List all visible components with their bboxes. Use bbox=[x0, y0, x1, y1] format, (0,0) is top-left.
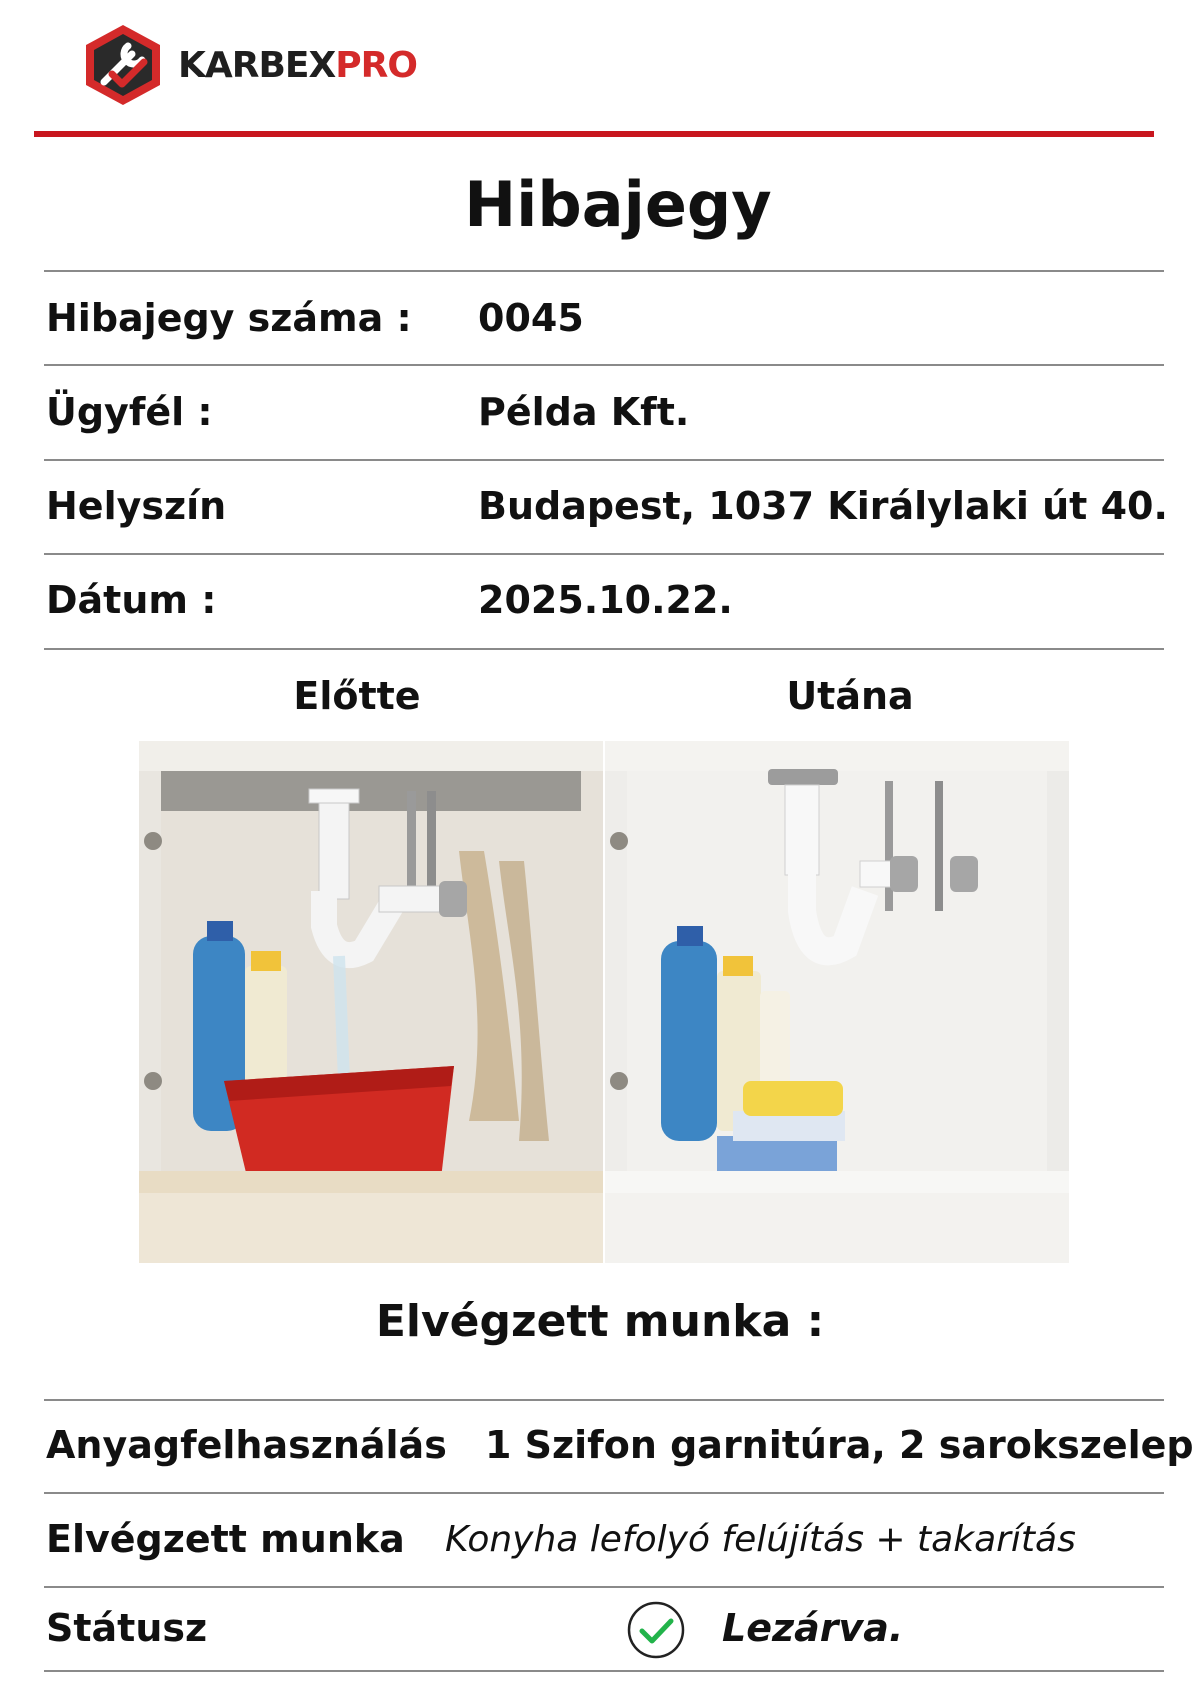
materials-value: 1 Szifon garnitúra, 2 sarokszelep bbox=[485, 1423, 1194, 1467]
date-value: 2025.10.22. bbox=[478, 578, 733, 622]
table-divider bbox=[44, 553, 1164, 555]
brand-name-main: KARBEX bbox=[178, 44, 336, 86]
table-divider bbox=[44, 1492, 1164, 1494]
wrench-check-logo-icon bbox=[82, 22, 164, 108]
location-label: Helyszín bbox=[46, 484, 227, 528]
before-caption: Előtte bbox=[293, 674, 421, 718]
check-circle-icon bbox=[626, 1600, 686, 1660]
table-divider bbox=[44, 270, 1164, 272]
brand-name-accent: PRO bbox=[335, 44, 417, 86]
header-divider bbox=[34, 131, 1154, 137]
work-section-title: Elvégzett munka : bbox=[375, 1296, 825, 1347]
work-label: Elvégzett munka bbox=[46, 1517, 405, 1561]
table-divider bbox=[44, 459, 1164, 461]
table-divider bbox=[44, 648, 1164, 650]
customer-label: Ügyfél : bbox=[46, 390, 213, 434]
date-label: Dátum : bbox=[46, 578, 217, 622]
document-title: Hibajegy bbox=[464, 168, 772, 241]
before-photo bbox=[139, 741, 603, 1263]
materials-label: Anyagfelhasználás bbox=[46, 1423, 447, 1467]
customer-value: Példa Kft. bbox=[478, 390, 690, 434]
ticket-number-label: Hibajegy száma : bbox=[46, 296, 412, 340]
status-value: Lezárva. bbox=[722, 1606, 904, 1650]
table-divider bbox=[44, 1670, 1164, 1672]
location-value: Budapest, 1037 Királylaki út 40. bbox=[478, 484, 1168, 528]
status-label: Státusz bbox=[46, 1606, 208, 1650]
after-caption: Utána bbox=[786, 674, 914, 718]
brand-logo bbox=[82, 22, 417, 108]
table-divider bbox=[44, 1399, 1164, 1401]
brand-name bbox=[178, 45, 417, 86]
table-divider bbox=[44, 364, 1164, 366]
work-value: Konyha lefolyó felújítás + takarítás bbox=[445, 1519, 1076, 1560]
after-photo bbox=[605, 741, 1069, 1263]
ticket-number-value: 0045 bbox=[478, 296, 584, 340]
table-divider bbox=[44, 1586, 1164, 1588]
